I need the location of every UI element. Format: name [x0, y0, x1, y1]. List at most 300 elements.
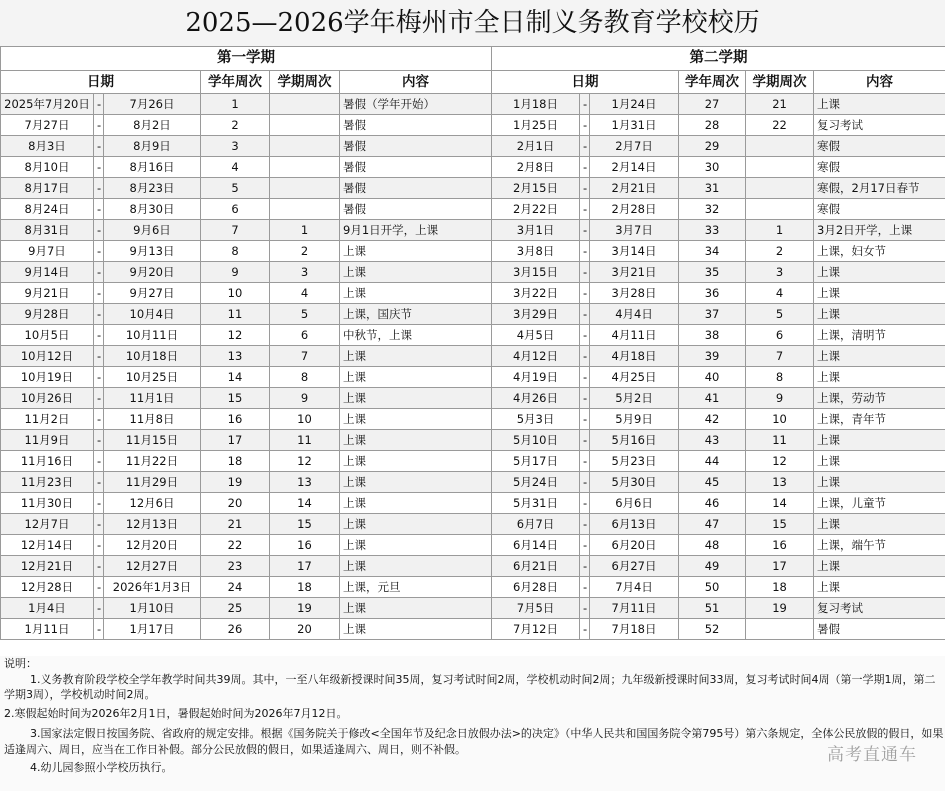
term-week-cell: 15	[270, 514, 340, 535]
end-date-cell: 10月18日	[104, 346, 201, 367]
term-week-cell: 14	[270, 493, 340, 514]
date-separator: -	[94, 514, 104, 535]
table-row	[1, 157, 945, 178]
year-week-cell: 22	[201, 535, 270, 556]
end-date-cell: 3月28日	[590, 283, 679, 304]
content-cell: 9月1日开学，上课	[340, 220, 492, 241]
content-cell: 上课，青年节	[814, 409, 945, 430]
end-date-cell: 11月1日	[104, 388, 201, 409]
start-date-cell: 11月16日	[1, 451, 94, 472]
end-date-cell: 6月6日	[590, 493, 679, 514]
start-date-cell: 3月1日	[492, 220, 580, 241]
start-date-cell: 9月7日	[1, 241, 94, 262]
end-date-cell: 10月25日	[104, 367, 201, 388]
term-week-cell: 18	[746, 577, 814, 598]
col-header-content: 内容	[814, 71, 945, 94]
term-week-cell: 10	[746, 409, 814, 430]
start-date-cell: 6月28日	[492, 577, 580, 598]
content-cell: 上课	[814, 577, 945, 598]
start-date-cell: 11月2日	[1, 409, 94, 430]
year-week-cell: 6	[201, 199, 270, 220]
end-date-cell: 8月30日	[104, 199, 201, 220]
term-week-cell: 10	[270, 409, 340, 430]
start-date-cell: 10月12日	[1, 346, 94, 367]
end-date-cell: 6月27日	[590, 556, 679, 577]
content-cell: 上课	[340, 472, 492, 493]
start-date-cell: 9月14日	[1, 262, 94, 283]
end-date-cell: 5月2日	[590, 388, 679, 409]
content-cell: 上课	[814, 304, 945, 325]
end-date-cell: 1月10日	[104, 598, 201, 619]
content-cell: 上课	[340, 535, 492, 556]
start-date-cell: 4月26日	[492, 388, 580, 409]
year-week-cell: 38	[679, 325, 746, 346]
content-cell: 上课，端午节	[814, 535, 945, 556]
date-separator: -	[580, 598, 590, 619]
content-cell: 上课	[340, 430, 492, 451]
date-separator: -	[580, 577, 590, 598]
year-week-cell: 13	[201, 346, 270, 367]
term-week-cell: 8	[270, 367, 340, 388]
date-separator: -	[580, 388, 590, 409]
term-week-cell: 14	[746, 493, 814, 514]
year-week-cell: 51	[679, 598, 746, 619]
date-separator: -	[94, 346, 104, 367]
term-week-cell	[746, 178, 814, 199]
content-cell: 上课	[340, 262, 492, 283]
start-date-cell: 9月21日	[1, 283, 94, 304]
content-cell: 暑假（学年开始）	[340, 94, 492, 115]
year-week-cell: 36	[679, 283, 746, 304]
end-date-cell: 9月27日	[104, 283, 201, 304]
start-date-cell: 1月25日	[492, 115, 580, 136]
start-date-cell: 9月28日	[1, 304, 94, 325]
start-date-cell: 1月18日	[492, 94, 580, 115]
start-date-cell: 11月23日	[1, 472, 94, 493]
note-2: 2.寒假起始时间为2026年2月1日，暑假起始时间为2026年7月12日。	[4, 706, 348, 720]
year-week-cell: 14	[201, 367, 270, 388]
year-week-cell: 31	[679, 178, 746, 199]
term-week-cell	[746, 157, 814, 178]
end-date-cell: 6月20日	[590, 535, 679, 556]
col-header-date: 日期	[492, 71, 679, 94]
semester-1-header: 第一学期	[1, 47, 492, 71]
end-date-cell: 9月20日	[104, 262, 201, 283]
start-date-cell: 6月14日	[492, 535, 580, 556]
table-row	[1, 367, 945, 388]
year-week-cell: 15	[201, 388, 270, 409]
content-cell: 上课	[814, 367, 945, 388]
date-separator: -	[580, 367, 590, 388]
table-row	[1, 346, 945, 367]
content-cell: 上课，清明节	[814, 325, 945, 346]
year-week-cell: 9	[201, 262, 270, 283]
content-cell: 上课	[340, 493, 492, 514]
content-cell: 上课	[340, 619, 492, 640]
end-date-cell: 1月24日	[590, 94, 679, 115]
start-date-cell: 4月19日	[492, 367, 580, 388]
year-week-cell: 16	[201, 409, 270, 430]
date-separator: -	[94, 220, 104, 241]
term-week-cell	[270, 199, 340, 220]
term-week-cell: 17	[270, 556, 340, 577]
term-week-cell	[270, 115, 340, 136]
term-week-cell: 16	[746, 535, 814, 556]
date-separator: -	[94, 178, 104, 199]
table-row	[1, 535, 945, 556]
date-separator: -	[94, 157, 104, 178]
year-week-cell: 12	[201, 325, 270, 346]
content-cell: 上课	[340, 598, 492, 619]
end-date-cell: 12月20日	[104, 535, 201, 556]
end-date-cell: 11月15日	[104, 430, 201, 451]
start-date-cell: 5月10日	[492, 430, 580, 451]
table-row	[1, 556, 945, 577]
year-week-cell: 52	[679, 619, 746, 640]
date-separator: -	[94, 409, 104, 430]
year-week-cell: 32	[679, 199, 746, 220]
start-date-cell: 1月11日	[1, 619, 94, 640]
term-week-cell: 5	[270, 304, 340, 325]
year-week-cell: 1	[201, 94, 270, 115]
year-week-cell: 25	[201, 598, 270, 619]
date-separator: -	[94, 388, 104, 409]
content-cell: 上课	[814, 556, 945, 577]
table-row	[1, 241, 945, 262]
date-separator: -	[580, 283, 590, 304]
start-date-cell: 12月21日	[1, 556, 94, 577]
start-date-cell: 11月30日	[1, 493, 94, 514]
term-week-cell: 7	[746, 346, 814, 367]
end-date-cell: 4月4日	[590, 304, 679, 325]
content-cell: 暑假	[340, 199, 492, 220]
page-title: 2025—2026学年梅州市全日制义务教育学校校历	[0, 0, 945, 47]
date-separator: -	[94, 262, 104, 283]
date-separator: -	[580, 493, 590, 514]
date-separator: -	[580, 220, 590, 241]
table-row	[1, 430, 945, 451]
content-cell: 上课	[340, 514, 492, 535]
year-week-cell: 33	[679, 220, 746, 241]
end-date-cell: 12月27日	[104, 556, 201, 577]
end-date-cell: 11月8日	[104, 409, 201, 430]
year-week-cell: 5	[201, 178, 270, 199]
notes-section	[0, 656, 945, 791]
term-week-cell	[270, 178, 340, 199]
calendar-body	[1, 94, 945, 640]
end-date-cell: 7月18日	[590, 619, 679, 640]
year-week-cell: 3	[201, 136, 270, 157]
start-date-cell: 2月15日	[492, 178, 580, 199]
content-cell: 上课，国庆节	[340, 304, 492, 325]
table-row	[1, 220, 945, 241]
year-week-cell: 18	[201, 451, 270, 472]
content-cell: 上课，儿童节	[814, 493, 945, 514]
year-week-cell: 26	[201, 619, 270, 640]
content-cell: 上课	[340, 346, 492, 367]
start-date-cell: 2月22日	[492, 199, 580, 220]
date-separator: -	[94, 199, 104, 220]
date-separator: -	[580, 262, 590, 283]
start-date-cell: 7月5日	[492, 598, 580, 619]
year-week-cell: 23	[201, 556, 270, 577]
end-date-cell: 1月17日	[104, 619, 201, 640]
term-week-cell: 4	[746, 283, 814, 304]
start-date-cell: 4月12日	[492, 346, 580, 367]
date-separator: -	[580, 535, 590, 556]
col-header-year-week: 学年周次	[201, 71, 270, 94]
date-separator: -	[580, 94, 590, 115]
table-row	[1, 178, 945, 199]
calendar-table	[0, 46, 945, 640]
content-cell: 上课	[814, 430, 945, 451]
content-cell: 复习考试	[814, 115, 945, 136]
end-date-cell: 4月18日	[590, 346, 679, 367]
col-header-term-week: 学期周次	[270, 71, 340, 94]
table-row	[1, 325, 945, 346]
date-separator: -	[94, 619, 104, 640]
date-separator: -	[94, 472, 104, 493]
start-date-cell: 3月22日	[492, 283, 580, 304]
content-cell: 上课	[814, 451, 945, 472]
date-separator: -	[94, 241, 104, 262]
term-week-cell: 21	[746, 94, 814, 115]
col-header-date: 日期	[1, 71, 201, 94]
table-row	[1, 304, 945, 325]
note-1: 1.义务教育阶段学校全学年教学时间共39周。其中，一至八年级新授课时间35周，复习考试时间2周，学校机动时间2周；九年级新授课时间33周，复习考试时间4周（第一学期1周，第二学期3周），学校机动时间2周。	[4, 672, 936, 701]
start-date-cell: 11月9日	[1, 430, 94, 451]
end-date-cell: 2月28日	[590, 199, 679, 220]
end-date-cell: 1月31日	[590, 115, 679, 136]
end-date-cell: 3月14日	[590, 241, 679, 262]
date-separator: -	[580, 136, 590, 157]
content-cell: 寒假	[814, 199, 945, 220]
start-date-cell: 2月8日	[492, 157, 580, 178]
table-row	[1, 472, 945, 493]
term-week-cell: 22	[746, 115, 814, 136]
content-cell: 暑假	[340, 136, 492, 157]
date-separator: -	[94, 598, 104, 619]
table-row	[1, 199, 945, 220]
date-separator: -	[94, 136, 104, 157]
start-date-cell: 5月17日	[492, 451, 580, 472]
start-date-cell: 7月12日	[492, 619, 580, 640]
table-row	[1, 262, 945, 283]
year-week-cell: 17	[201, 430, 270, 451]
content-cell: 暑假	[814, 619, 945, 640]
date-separator: -	[580, 157, 590, 178]
term-week-cell	[270, 136, 340, 157]
content-cell: 3月2日开学，上课	[814, 220, 945, 241]
end-date-cell: 11月29日	[104, 472, 201, 493]
content-cell: 寒假，2月17日春节	[814, 178, 945, 199]
year-week-cell: 24	[201, 577, 270, 598]
end-date-cell: 5月23日	[590, 451, 679, 472]
date-separator: -	[580, 115, 590, 136]
table-row	[1, 136, 945, 157]
end-date-cell: 3月21日	[590, 262, 679, 283]
end-date-cell: 7月4日	[590, 577, 679, 598]
start-date-cell: 2月1日	[492, 136, 580, 157]
start-date-cell: 1月4日	[1, 598, 94, 619]
watermark-text: 高考直通车	[827, 745, 917, 765]
year-week-cell: 45	[679, 472, 746, 493]
table-row	[1, 598, 945, 619]
start-date-cell: 3月15日	[492, 262, 580, 283]
year-week-cell: 46	[679, 493, 746, 514]
content-cell: 上课	[340, 367, 492, 388]
date-separator: -	[94, 283, 104, 304]
start-date-cell: 5月31日	[492, 493, 580, 514]
year-week-cell: 21	[201, 514, 270, 535]
table-row	[1, 94, 945, 115]
term-week-cell	[270, 157, 340, 178]
start-date-cell: 6月21日	[492, 556, 580, 577]
start-date-cell: 3月8日	[492, 241, 580, 262]
start-date-cell: 7月27日	[1, 115, 94, 136]
content-cell: 上课	[340, 241, 492, 262]
year-week-cell: 19	[201, 472, 270, 493]
date-separator: -	[94, 535, 104, 556]
end-date-cell: 5月9日	[590, 409, 679, 430]
year-week-cell: 20	[201, 493, 270, 514]
date-separator: -	[94, 556, 104, 577]
content-cell: 暑假	[340, 157, 492, 178]
date-separator: -	[580, 556, 590, 577]
start-date-cell: 8月10日	[1, 157, 94, 178]
term-week-cell: 12	[270, 451, 340, 472]
content-cell: 上课，劳动节	[814, 388, 945, 409]
start-date-cell: 8月3日	[1, 136, 94, 157]
notes-label: 说明：	[4, 657, 37, 670]
year-week-cell: 39	[679, 346, 746, 367]
start-date-cell: 8月24日	[1, 199, 94, 220]
table-row	[1, 619, 945, 640]
table-row	[1, 514, 945, 535]
term-week-cell: 11	[270, 430, 340, 451]
content-cell: 寒假	[814, 157, 945, 178]
term-week-cell: 1	[746, 220, 814, 241]
start-date-cell: 10月19日	[1, 367, 94, 388]
date-separator: -	[580, 619, 590, 640]
year-week-cell: 8	[201, 241, 270, 262]
end-date-cell: 2月21日	[590, 178, 679, 199]
year-week-cell: 43	[679, 430, 746, 451]
end-date-cell: 10月4日	[104, 304, 201, 325]
end-date-cell: 9月13日	[104, 241, 201, 262]
end-date-cell: 8月23日	[104, 178, 201, 199]
end-date-cell: 10月11日	[104, 325, 201, 346]
term-week-cell: 7	[270, 346, 340, 367]
note-4: 4.幼儿园参照小学校历执行。	[30, 761, 173, 774]
end-date-cell: 4月25日	[590, 367, 679, 388]
content-cell: 中秋节，上课	[340, 325, 492, 346]
end-date-cell: 8月16日	[104, 157, 201, 178]
date-separator: -	[94, 367, 104, 388]
date-separator: -	[580, 409, 590, 430]
end-date-cell: 5月30日	[590, 472, 679, 493]
end-date-cell: 8月9日	[104, 136, 201, 157]
col-header-year-week: 学年周次	[679, 71, 746, 94]
start-date-cell: 5月3日	[492, 409, 580, 430]
date-separator: -	[94, 304, 104, 325]
date-separator: -	[580, 304, 590, 325]
year-week-cell: 49	[679, 556, 746, 577]
start-date-cell: 2025年7月20日	[1, 94, 94, 115]
term-week-cell: 1	[270, 220, 340, 241]
term-week-cell: 11	[746, 430, 814, 451]
start-date-cell: 10月26日	[1, 388, 94, 409]
term-week-cell: 9	[746, 388, 814, 409]
date-separator: -	[580, 325, 590, 346]
content-cell: 寒假	[814, 136, 945, 157]
year-week-cell: 4	[201, 157, 270, 178]
start-date-cell: 12月28日	[1, 577, 94, 598]
content-cell: 上课	[814, 514, 945, 535]
content-cell: 上课，元旦	[340, 577, 492, 598]
content-cell: 上课	[814, 346, 945, 367]
year-week-cell: 48	[679, 535, 746, 556]
note-3: 3.国家法定假日按国务院、省政府的规定安排。根据《国务院关于修改<全国年节及纪念日放假办法>的决定》（中华人民共和国国务院令第795号）第六条规定，全体公民放假的假日，如果适逢周六、周日，应当在工作日补假。部分公民放假的假日，如果适逢周六、周日，则不补假。	[4, 727, 944, 756]
end-date-cell: 11月22日	[104, 451, 201, 472]
date-separator: -	[94, 493, 104, 514]
content-cell: 上课	[340, 283, 492, 304]
term-week-cell: 12	[746, 451, 814, 472]
term-week-cell: 13	[746, 472, 814, 493]
start-date-cell: 6月7日	[492, 514, 580, 535]
start-date-cell: 10月5日	[1, 325, 94, 346]
date-separator: -	[580, 451, 590, 472]
end-date-cell: 6月13日	[590, 514, 679, 535]
end-date-cell: 12月13日	[104, 514, 201, 535]
year-week-cell: 44	[679, 451, 746, 472]
date-separator: -	[94, 94, 104, 115]
end-date-cell: 2月7日	[590, 136, 679, 157]
content-cell: 上课	[814, 262, 945, 283]
col-header-term-week: 学期周次	[746, 71, 814, 94]
date-separator: -	[580, 430, 590, 451]
term-week-cell: 5	[746, 304, 814, 325]
date-separator: -	[580, 241, 590, 262]
start-date-cell: 12月7日	[1, 514, 94, 535]
term-week-cell	[746, 619, 814, 640]
end-date-cell: 7月26日	[104, 94, 201, 115]
content-cell: 上课	[340, 409, 492, 430]
term-week-cell: 19	[270, 598, 340, 619]
end-date-cell: 9月6日	[104, 220, 201, 241]
term-week-cell: 6	[746, 325, 814, 346]
term-week-cell: 3	[270, 262, 340, 283]
date-separator: -	[94, 115, 104, 136]
content-cell: 上课	[814, 283, 945, 304]
content-cell: 暑假	[340, 178, 492, 199]
table-row	[1, 409, 945, 430]
content-cell: 暑假	[340, 115, 492, 136]
start-date-cell: 5月24日	[492, 472, 580, 493]
date-separator: -	[94, 325, 104, 346]
date-separator: -	[94, 451, 104, 472]
year-week-cell: 10	[201, 283, 270, 304]
date-separator: -	[580, 199, 590, 220]
year-week-cell: 37	[679, 304, 746, 325]
term-week-cell: 3	[746, 262, 814, 283]
end-date-cell: 2026年1月3日	[104, 577, 201, 598]
table-row	[1, 388, 945, 409]
content-cell: 上课	[814, 472, 945, 493]
term-week-cell: 9	[270, 388, 340, 409]
table-row	[1, 493, 945, 514]
term-week-cell: 15	[746, 514, 814, 535]
